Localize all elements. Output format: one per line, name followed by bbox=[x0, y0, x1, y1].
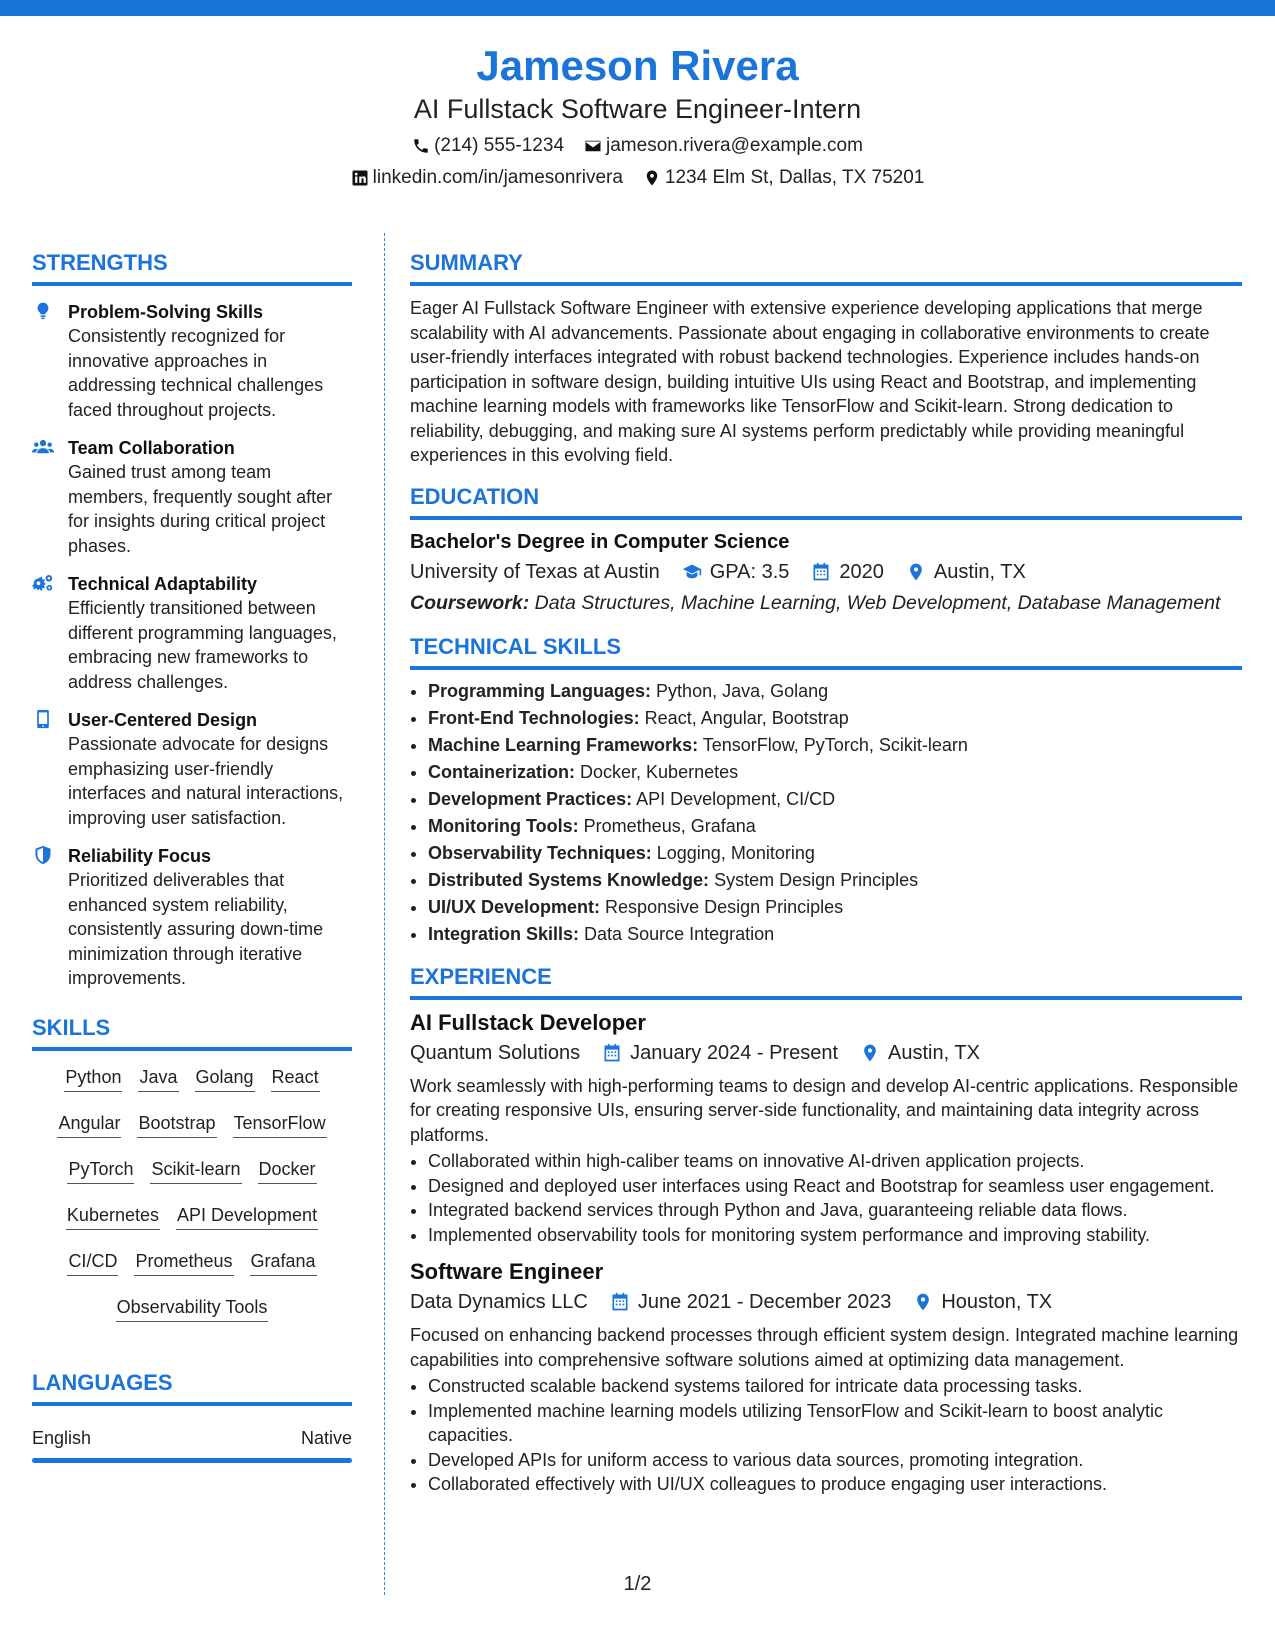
skill-tag: Python bbox=[64, 1063, 122, 1092]
language-row bbox=[32, 1426, 352, 1450]
coursework-label: Coursework: bbox=[410, 591, 530, 614]
school-name: University of Texas at Austin bbox=[410, 560, 660, 583]
list-item: • Programming Languages: Python, Java, Golang bbox=[428, 678, 1242, 705]
languages-heading: LANGUAGES bbox=[32, 1368, 352, 1406]
list-item: • Collaborated effectively with UI/UX colleagues to produce engaging user interactions. bbox=[428, 1472, 1242, 1497]
summary-text: Eager AI Fullstack Software Engineer with extensive experience developing applications that merge scalability with AI advancements. Passionate about engaging in collaborative environments to create user-friendly interfaces integrated with robust backend technologies. Experience includes hands-on participation in software design, building intuitive UIs using React and Bootstrap, and implementing machine learning models with frameworks like TensorFlow and Scikit-learn. Strong dedication to reliability, debugging, and making sure AI systems perform predictably while providing meaningful experiences in this evolving field. bbox=[410, 298, 1210, 465]
skill-tag: Docker bbox=[258, 1155, 317, 1184]
candidate-title: AI Fullstack Software Engineer-Intern bbox=[413, 94, 862, 124]
list-item: • Monitoring Tools: Prometheus, Grafana bbox=[428, 813, 1242, 840]
calendar-icon bbox=[610, 1292, 630, 1312]
job-meta bbox=[410, 1038, 1242, 1068]
phone-text: (214) 555-1234 bbox=[434, 135, 565, 156]
school-location: Austin, TX bbox=[933, 560, 1026, 583]
language-level: Native bbox=[300, 1427, 352, 1448]
list-item: • Containerization: Docker, Kubernetes bbox=[428, 759, 1242, 786]
strength-desc: Prioritized deliverables that enhanced system reliability, consistently assuring down-time minimization through iterative improvements. bbox=[68, 870, 324, 988]
degree-title: Bachelor's Degree in Computer Science bbox=[410, 530, 790, 553]
strength-desc: Consistently recognized for innovative approaches in addressing technical challenges faced throughout projects. bbox=[68, 326, 324, 420]
skill-tag: Golang bbox=[195, 1063, 255, 1092]
left-column bbox=[32, 248, 352, 1463]
phone-icon bbox=[412, 137, 430, 155]
strength-desc: Passionate advocate for designs emphasizing user-friendly interfaces and natural interactions, improving user satisfaction. bbox=[68, 734, 344, 828]
address-contact bbox=[643, 166, 924, 190]
map-pin-icon bbox=[913, 1292, 933, 1312]
envelope-icon bbox=[584, 137, 602, 155]
job-summary: Focused on enhancing backend processes through efficient system design. Integrated machine learning capabilities into comprehensive software solutions aimed at optimizing data management. bbox=[410, 1325, 1239, 1370]
strength-item bbox=[32, 708, 352, 830]
email-contact[interactable] bbox=[584, 134, 863, 158]
skill-tag: TensorFlow bbox=[233, 1109, 327, 1138]
column-divider bbox=[384, 233, 385, 1595]
list-item: • Observability Techniques: Logging, Monitoring bbox=[428, 840, 1242, 867]
language-proficiency-bar bbox=[32, 1458, 352, 1463]
list-item: • Machine Learning Frameworks: TensorFlow, PyTorch, Scikit-learn bbox=[428, 732, 1242, 759]
job-role: Software Engineer bbox=[410, 1259, 604, 1284]
resume-header bbox=[0, 40, 1275, 190]
strength-item bbox=[32, 844, 352, 991]
skill-tag: Kubernetes bbox=[66, 1201, 160, 1230]
skill-tag: Java bbox=[138, 1063, 178, 1092]
list-item: • Integration Skills: Data Source Integration bbox=[428, 921, 1242, 948]
job-location: Houston, TX bbox=[941, 1291, 1053, 1313]
list-item: • Developed APIs for uniform access to various data sources, promoting integration. bbox=[428, 1448, 1242, 1473]
coursework-line bbox=[410, 588, 1242, 618]
job-dates: January 2024 - Present bbox=[630, 1041, 839, 1064]
strength-item bbox=[32, 436, 352, 558]
summary-heading: SUMMARY bbox=[410, 248, 1242, 286]
calendar-icon bbox=[811, 562, 831, 582]
list-item: • UI/UX Development: Responsive Design Principles bbox=[428, 894, 1242, 921]
lightbulb-icon bbox=[32, 301, 54, 321]
map-pin-icon bbox=[860, 1043, 880, 1063]
skill-tag: React bbox=[271, 1063, 320, 1092]
candidate-name: Jameson Rivera bbox=[476, 42, 799, 89]
address-text: 1234 Elm St, Dallas, TX 75201 bbox=[664, 167, 925, 188]
graduation-cap-icon bbox=[682, 562, 702, 582]
email-text: jameson.rivera@example.com bbox=[606, 135, 863, 156]
strength-desc: Gained trust among team members, frequently sought after for insights during critical project phases. bbox=[68, 462, 333, 556]
contact-row-1 bbox=[0, 134, 1275, 158]
company-name: Quantum Solutions bbox=[410, 1041, 581, 1064]
linkedin-icon bbox=[351, 169, 369, 187]
job-dates: June 2021 - December 2023 bbox=[637, 1291, 892, 1313]
education-meta bbox=[410, 557, 1242, 587]
skill-tag: Prometheus bbox=[134, 1247, 233, 1276]
skill-tag: API Development bbox=[176, 1201, 318, 1230]
strength-title: Team Collaboration bbox=[68, 438, 235, 458]
company-name: Data Dynamics LLC bbox=[410, 1291, 588, 1313]
list-item: • Integrated backend services through Python and Java, guaranteeing reliable data flows. bbox=[428, 1198, 1242, 1223]
skill-tag: CI/CD bbox=[67, 1247, 118, 1276]
top-accent-bar bbox=[0, 0, 1275, 16]
linkedin-text: linkedin.com/in/jamesonrivera bbox=[372, 167, 623, 188]
job-summary: Work seamlessly with high-performing teams to design and develop AI-centric applications. Responsible for creating responsive UIs, ensuring server-side functionality, and maintaining data integrity across platforms. bbox=[410, 1075, 1239, 1145]
list-item: • Distributed Systems Knowledge: System Design Principles bbox=[428, 867, 1242, 894]
technical-skills-heading: TECHNICAL SKILLS bbox=[410, 632, 1242, 670]
skill-tag: Observability Tools bbox=[116, 1293, 269, 1322]
strength-desc: Efficiently transitioned between different programming languages, embracing new frameworks to address challenges. bbox=[68, 598, 337, 692]
job-location: Austin, TX bbox=[888, 1041, 980, 1064]
skills-tag-list bbox=[32, 1063, 352, 1322]
job-meta bbox=[410, 1287, 1242, 1317]
strength-title: Reliability Focus bbox=[68, 846, 212, 866]
phone-contact bbox=[412, 134, 564, 158]
users-icon bbox=[32, 437, 54, 457]
language-name: English bbox=[32, 1427, 92, 1448]
shield-icon bbox=[32, 845, 54, 865]
job-entry bbox=[410, 1257, 1242, 1497]
list-item: • Constructed scalable backend systems tailored for intricate data processing tasks. bbox=[428, 1374, 1242, 1399]
strengths-heading: STRENGTHS bbox=[32, 248, 352, 286]
job-bullets bbox=[410, 1374, 1242, 1497]
technical-skills-list bbox=[410, 678, 1242, 948]
strength-item bbox=[32, 300, 352, 422]
skill-tag: Scikit-learn bbox=[150, 1155, 241, 1184]
strength-title: Problem-Solving Skills bbox=[68, 302, 264, 322]
strength-title: Technical Adaptability bbox=[68, 574, 258, 594]
education-heading: EDUCATION bbox=[410, 482, 1242, 520]
skills-heading: SKILLS bbox=[32, 1013, 352, 1051]
page-number: 1/2 bbox=[623, 1573, 652, 1595]
cogs-icon bbox=[32, 573, 54, 593]
skill-tag: PyTorch bbox=[67, 1155, 134, 1184]
graduation-year: 2020 bbox=[839, 560, 884, 583]
gpa-text: GPA: 3.5 bbox=[709, 560, 790, 583]
job-entry bbox=[410, 1008, 1242, 1248]
strength-title: User-Centered Design bbox=[68, 710, 258, 730]
skill-tag: Bootstrap bbox=[137, 1109, 216, 1138]
right-column bbox=[410, 248, 1242, 1497]
calendar-icon bbox=[602, 1043, 622, 1063]
experience-heading: EXPERIENCE bbox=[410, 962, 1242, 1000]
list-item: • Implemented machine learning models utilizing TensorFlow and Scikit-learn to boost analytic capacities. bbox=[428, 1399, 1242, 1448]
contact-row-2 bbox=[0, 166, 1275, 190]
list-item: • Designed and deployed user interfaces using React and Bootstrap for seamless user engagement. bbox=[428, 1174, 1242, 1199]
skill-tag: Grafana bbox=[250, 1247, 317, 1276]
list-item: • Development Practices: API Development, CI/CD bbox=[428, 786, 1242, 813]
map-pin-icon bbox=[906, 562, 926, 582]
job-role: AI Fullstack Developer bbox=[410, 1009, 646, 1035]
job-bullets bbox=[410, 1149, 1242, 1247]
list-item: • Implemented observability tools for monitoring system performance and improving stability. bbox=[428, 1223, 1242, 1248]
coursework-list: Data Structures, Machine Learning, Web Development, Database Management bbox=[534, 591, 1221, 614]
mobile-icon bbox=[32, 709, 54, 729]
skill-tag: Angular bbox=[57, 1109, 121, 1138]
map-pin-icon bbox=[643, 169, 661, 187]
strength-item bbox=[32, 572, 352, 694]
linkedin-contact[interactable] bbox=[351, 166, 623, 190]
list-item: • Front-End Technologies: React, Angular, Bootstrap bbox=[428, 705, 1242, 732]
list-item: • Collaborated within high-caliber teams on innovative AI-driven application projects. bbox=[428, 1149, 1242, 1174]
